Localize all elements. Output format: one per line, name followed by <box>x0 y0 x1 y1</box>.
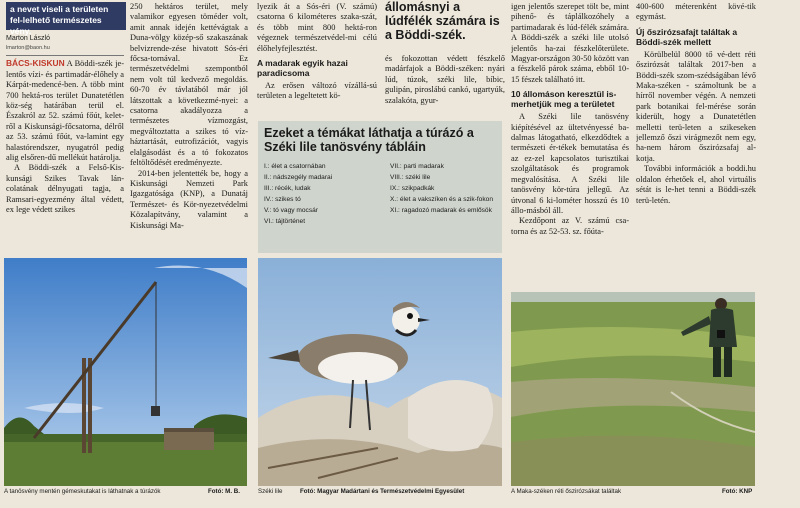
banner-text: a nevet viseli a területen fel-lelhető természetes vény. <box>10 4 109 36</box>
column-3 <box>257 2 377 120</box>
photo-maka-szek <box>511 292 755 486</box>
article-paragraph: igen jelentős szerepet tölt be, mint pihenő- és táplálkozóhely a partimadarak és lúd-félék számára. A Böddi-szék a széki lile utolsó jelentős ha-zai fészkelőterülete. Magyar-országon 30-50 között van a fészkelő párok száma, ebből 10-15 fészek található itt. <box>511 2 629 84</box>
article-paragraph <box>6 58 124 163</box>
station-item: IV.: szikes tó <box>264 196 301 203</box>
column-2 <box>130 2 248 252</box>
column-4 <box>385 54 505 120</box>
subheading: 10 állomáson keresztül is-merhetjük meg a területet <box>511 89 617 110</box>
subheading: A madarak egyik hazai paradicsoma <box>257 58 348 79</box>
article-paragraph: és fokozottan védett fészkelő madárfajok a Böddi-széken: nyári lúd, túzok, széki lile, bíbic, gulipán, piroslábú cankó, ugartyúk, szalakóta, gyur- <box>385 54 505 105</box>
author-name: Marton László <box>6 35 50 42</box>
article-paragraph: 400-600 méterenként kövé-tik egymást. <box>636 2 756 22</box>
credit-1: Fotó: M. B. <box>208 488 240 495</box>
article-paragraph: A Böddi-szék a Felső-Kis-kunsági Szikes Tavak lán-colatának délnyugati tagja, a Ramsari-egyezmény által védett, ex lege védett szikes <box>6 163 124 215</box>
article-paragraph: Az erősen változó vízállá-sú területen a legeltetett kö- <box>257 81 377 101</box>
article-paragraph: Kezdőpont az V. számú csa-torna és az 52-53. sz. főúta- <box>511 216 629 236</box>
station-item: II.: nádszegély madarai <box>264 174 333 181</box>
station-item: V.: tó vagy mocsár <box>264 207 318 214</box>
station-item: XI.: ragadozó madarak és emlősök <box>390 207 492 214</box>
plover-image <box>258 258 502 486</box>
kicker: BÁCS-KISKUN <box>6 58 65 69</box>
article-paragraph: 250 hektáros terület, mely valamikor egyesen töméder volt, amit annak idején kettévágtak a Duna-völgy közép-ső szakaszának belvizrende-zése hivatott Sós-éri főcsa-tornával. Ez természetvédelmi szempontból nem volt túl kedvező megoldás. 60-70 év távlatából már jól látszottak a következmé-nyei: a csatorna akadályozza a természetes vízmozgást, megváltoztatta a szikes tó víz-háztartását, eutrofizációt, vagyis elalgásodást és a tó fokozatos feltöltődését eredményezte. <box>130 2 248 168</box>
column-5 <box>511 2 629 252</box>
station-item: X.: élet a vakszíken és a szik-fokon <box>390 196 493 203</box>
station-item: I.: élet a csatornában <box>264 163 326 170</box>
well-sweep-image <box>4 258 247 486</box>
station-item: VI.: tájtörténet <box>264 218 306 225</box>
credit-2: Fotó: Magyar Madártani és Természetvédelmi Egyesület <box>300 488 465 495</box>
section-banner <box>6 2 126 36</box>
station-item: VIII.: széki lile <box>390 174 431 181</box>
station-item: VII.: parti madarak <box>390 163 444 170</box>
caption-1: A tanösvény mentén gémeskutakat is láthatnak a túrázók <box>4 488 161 495</box>
station-item: IX.: szikpadkák <box>390 185 435 192</box>
article-paragraph: 2014-ben jelentették be, hogy a Kiskunsági Nemzeti Park Igazgatósága (KNP), a Dunatáj Természet- és Kör-nyezetvédelmi Közalapítvány, valamint a Kiskunsági Ma- <box>130 168 248 230</box>
caption-3: A Maka-széken réti őszirózsákat találtak <box>511 488 622 495</box>
divider <box>6 55 124 56</box>
pull-quote: állomásnyi a lúdfélék számára is a Böddi-szék. <box>385 0 500 42</box>
author-email: lmarton@baon.hu <box>6 45 50 51</box>
article-paragraph: További információk a boddi.hu oldalon érhetőek el, ahol virtuális sétát is le-het tenni a Böddi-szék terü-letén. <box>636 164 756 205</box>
article-paragraph: Körülbelül 8000 tő vé-dett réti őszirózsát találtak 2017-ben a Böddi-szék szom-szédságában lévő Maka-széken - számoltunk be a hírről november végén. A nemzeti park botanikai fel-mérése során kiderült, hogy a Dunatetétlen melletti terü-leten a szikeseken jellemző őszi virágmezőt nem egy, ha-nem három őszirózsafaj al-kotja. <box>636 49 756 163</box>
meadow-image <box>511 292 755 486</box>
photo-kentish-plover <box>258 258 502 486</box>
info-box <box>258 121 502 253</box>
station-list-left <box>264 161 379 227</box>
credit-3: Fotó: KNP <box>722 488 753 495</box>
station-list-right <box>390 161 498 216</box>
column-6 <box>636 2 756 252</box>
station-item: III.: récék, ludak <box>264 185 311 192</box>
article-paragraph: lyezik át a Sós-éri (V. számú) csatorna 6 kilométeres szaka-szát, és több mint 800 hektá-ron végeznek természetvédel-mi célú élőhelyfejlesztést. <box>257 2 377 53</box>
article-paragraph: A Széki lile tanösvény kiépítésével az ültetvényessé ba-dalmas látogatható, elkezdődtek a természeti ér-tékek bemutatása és az ez-zel kapcsolatos turisztikai szolgáltatások és programok megvalósítása. A Széki lile tanösvény kör-túra jellegű. Az útvonal 6 ki-lométer hosszú és 10 állo-másból áll. <box>511 112 629 215</box>
column-1 <box>6 32 124 250</box>
caption-2: Széki lile <box>258 488 283 495</box>
subheading: Új őszirózsafajt találtak a Böddi-szék mellett <box>636 26 738 47</box>
paragraph-text: A Böddi-szék je-lentős vízi- és partimadár-élőhely a Kárpát-medencé-ben. A több mint 700 hektá-ros terület Dunatetétlen köz-ség határában terül el. Északról az 52. számú főút, kelet-ről a Kiskunsági-főcsatorna, délről az 53. számú főút, va-lamint egy halastórendszer, nyugatról pedig alig elsőren-dű mellékút határolja. <box>6 59 124 163</box>
info-box-title: Ezeket a témákat láthatja a túrázó a Széki lile tanösvény tábláin <box>264 126 474 154</box>
photo-well-sweep <box>4 258 247 486</box>
